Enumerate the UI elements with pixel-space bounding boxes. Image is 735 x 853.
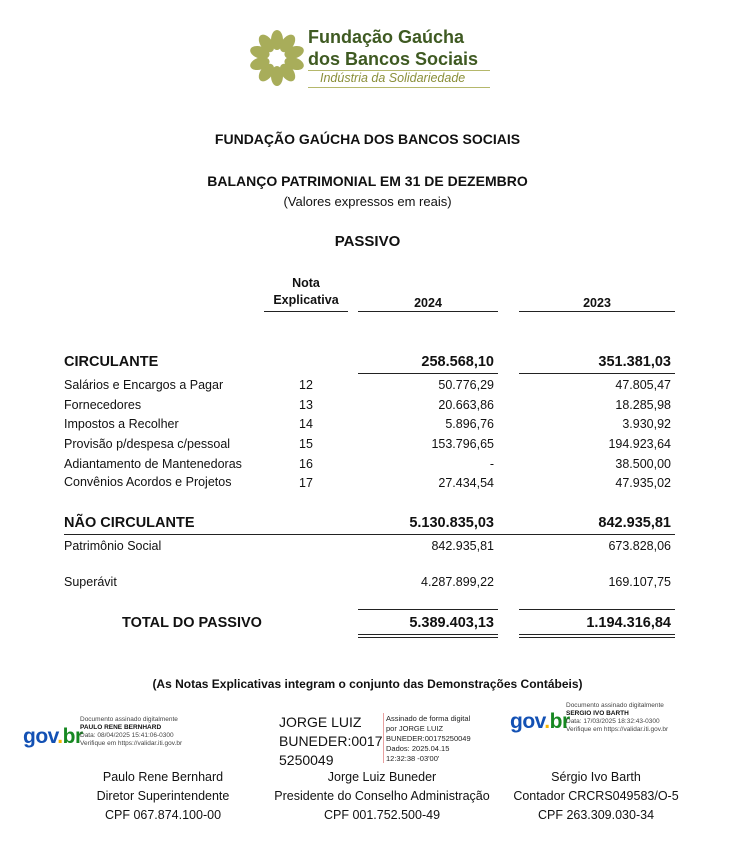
total-2023-bottom-rule-1 [519, 634, 675, 635]
table-row-2023: 47.805,47 [615, 378, 671, 392]
table-row-2024: 27.434,54 [438, 476, 494, 490]
signature-stamp-center: Assinado de forma digital por JORGE LUIZ BUNEDER:00175250049 Dados: 2025.04.15 12:32:38 -03'00' [386, 714, 471, 763]
govbr-logo-left: gov.br [23, 725, 83, 748]
circulante-label: CIRCULANTE [64, 354, 159, 370]
total-2024-top-rule [358, 609, 498, 610]
table-row-2024: 5.896,76 [445, 417, 494, 431]
signer-right-name: Sérgio Ivo Barth [551, 770, 641, 784]
statement-title: BALANÇO PATRIMONIAL EM 31 DE DEZEMBRO [207, 173, 528, 189]
nota-header-line1: Nota [292, 276, 320, 290]
signer-center-role: Presidente do Conselho Administração [274, 789, 490, 803]
nao-circulante-2024: 5.130.835,03 [409, 515, 494, 531]
table-row-nota: 13 [299, 398, 313, 412]
signer-center-name: Jorge Luiz Buneder [327, 770, 437, 784]
govbr-logo-right: gov.br [510, 710, 570, 733]
total-2024: 5.389.403,13 [409, 615, 494, 631]
table-row-nota: 14 [299, 417, 313, 431]
total-2023-top-rule [519, 609, 675, 610]
circulante-2024-rule [358, 373, 498, 374]
table-row-nota: 17 [299, 476, 313, 490]
table-row-label: Fornecedores [64, 398, 142, 412]
table-row-nota: 12 [299, 378, 313, 392]
statement-subtitle: (Valores expressos em reais) [283, 194, 452, 209]
table-row-label: Superávit [64, 575, 117, 589]
table-row-2024: - [489, 457, 494, 471]
year-2024-header: 2024 [414, 296, 442, 310]
table-row-2024: 153.796,65 [431, 437, 494, 451]
signature-name-large: JORGE LUIZ BUNEDER:0017 5250049 [279, 714, 383, 768]
year-2023-header: 2023 [583, 296, 611, 310]
table-row-2023: 47.935,02 [615, 476, 671, 490]
table-row-2024: 20.663,86 [438, 398, 494, 412]
circulante-2023-rule [519, 373, 675, 374]
signature-stamp-left: Documento assinado digitalmente PAULO RENE BERNHARD Data: 08/04/2025 15:41:06-0300 Verifique em https://validar.iti.gov.br [80, 716, 183, 747]
nao-circulante-label: NÃO CIRCULANTE [64, 515, 195, 531]
total-2024-bottom-rule-2 [358, 637, 498, 638]
signature-divider [383, 713, 384, 763]
explanatory-note: (As Notas Explicativas integram o conjunto das Demonstrações Contábeis) [152, 677, 583, 691]
table-row-label: Provisão p/despesa c/pessoal [64, 437, 231, 451]
signer-right-role: Contador CRCRS049583/O-5 [513, 789, 679, 803]
nota-header-rule [264, 311, 348, 312]
table-row-2023: 38.500,00 [615, 457, 671, 471]
table-row-label: Adiantamento de Mantenedoras [64, 457, 242, 471]
circulante-2024: 258.568,10 [421, 354, 494, 370]
table-row-2024: 842.935,81 [431, 539, 494, 553]
signer-center-cpf: CPF 001.752.500-49 [323, 808, 441, 822]
table-row-2023: 3.930,92 [622, 417, 671, 431]
year-2023-rule [519, 311, 675, 312]
signer-left-cpf: CPF 067.874.100-00 [104, 808, 222, 822]
signer-left-name: Paulo Rene Bernhard [102, 770, 224, 784]
table-row-label: Patrimônio Social [64, 539, 162, 553]
year-2024-rule [358, 311, 498, 312]
org-name: FUNDAÇÃO GAÚCHA DOS BANCOS SOCIAIS [214, 131, 521, 147]
total-2024-bottom-rule-1 [358, 634, 498, 635]
table-row-2024: 4.287.899,22 [421, 575, 494, 589]
table-row-2023: 18.285,98 [615, 398, 671, 412]
table-row-label: Salários e Encargos a Pagar [64, 378, 224, 392]
nao-circulante-rule [64, 534, 675, 535]
section-title: PASSIVO [334, 233, 401, 250]
logo-title-line1: Fundação Gaúcha [308, 27, 465, 47]
table-row-2023: 194.923,64 [608, 437, 671, 451]
table-row-2023: 169.107,75 [608, 575, 671, 589]
logo-tagline: Indústria da Solidariedade [320, 71, 466, 85]
total-2023: 1.194.316,84 [586, 615, 671, 631]
nota-header-line2: Explicativa [273, 293, 339, 307]
table-row-nota: 15 [299, 437, 313, 451]
table-row-2024: 50.776,29 [438, 378, 494, 392]
signer-left-role: Diretor Superintendente [96, 789, 230, 803]
table-row-label: Convênios Acordos e Projetos [64, 475, 232, 489]
flower-logo-icon [248, 29, 306, 87]
circulante-2023: 351.381,03 [598, 354, 671, 370]
total-2023-bottom-rule-2 [519, 637, 675, 638]
table-row-2023: 673.828,06 [608, 539, 671, 553]
signature-stamp-right: Documento assinado digitalmente SERGIO IVO BARTH Data: 17/03/2025 18:32:43-0300 Verifique em https://validar.iti.gov.br [566, 702, 669, 733]
nao-circulante-2023: 842.935,81 [598, 515, 671, 531]
logo-divider-bottom [308, 87, 490, 88]
signer-right-cpf: CPF 263.309.030-34 [537, 808, 655, 822]
table-row-label: Impostos a Recolher [64, 417, 179, 431]
table-row-nota: 16 [299, 457, 313, 471]
total-label: TOTAL DO PASSIVO [122, 615, 262, 631]
logo-title-line2: dos Bancos Sociais [308, 49, 479, 69]
